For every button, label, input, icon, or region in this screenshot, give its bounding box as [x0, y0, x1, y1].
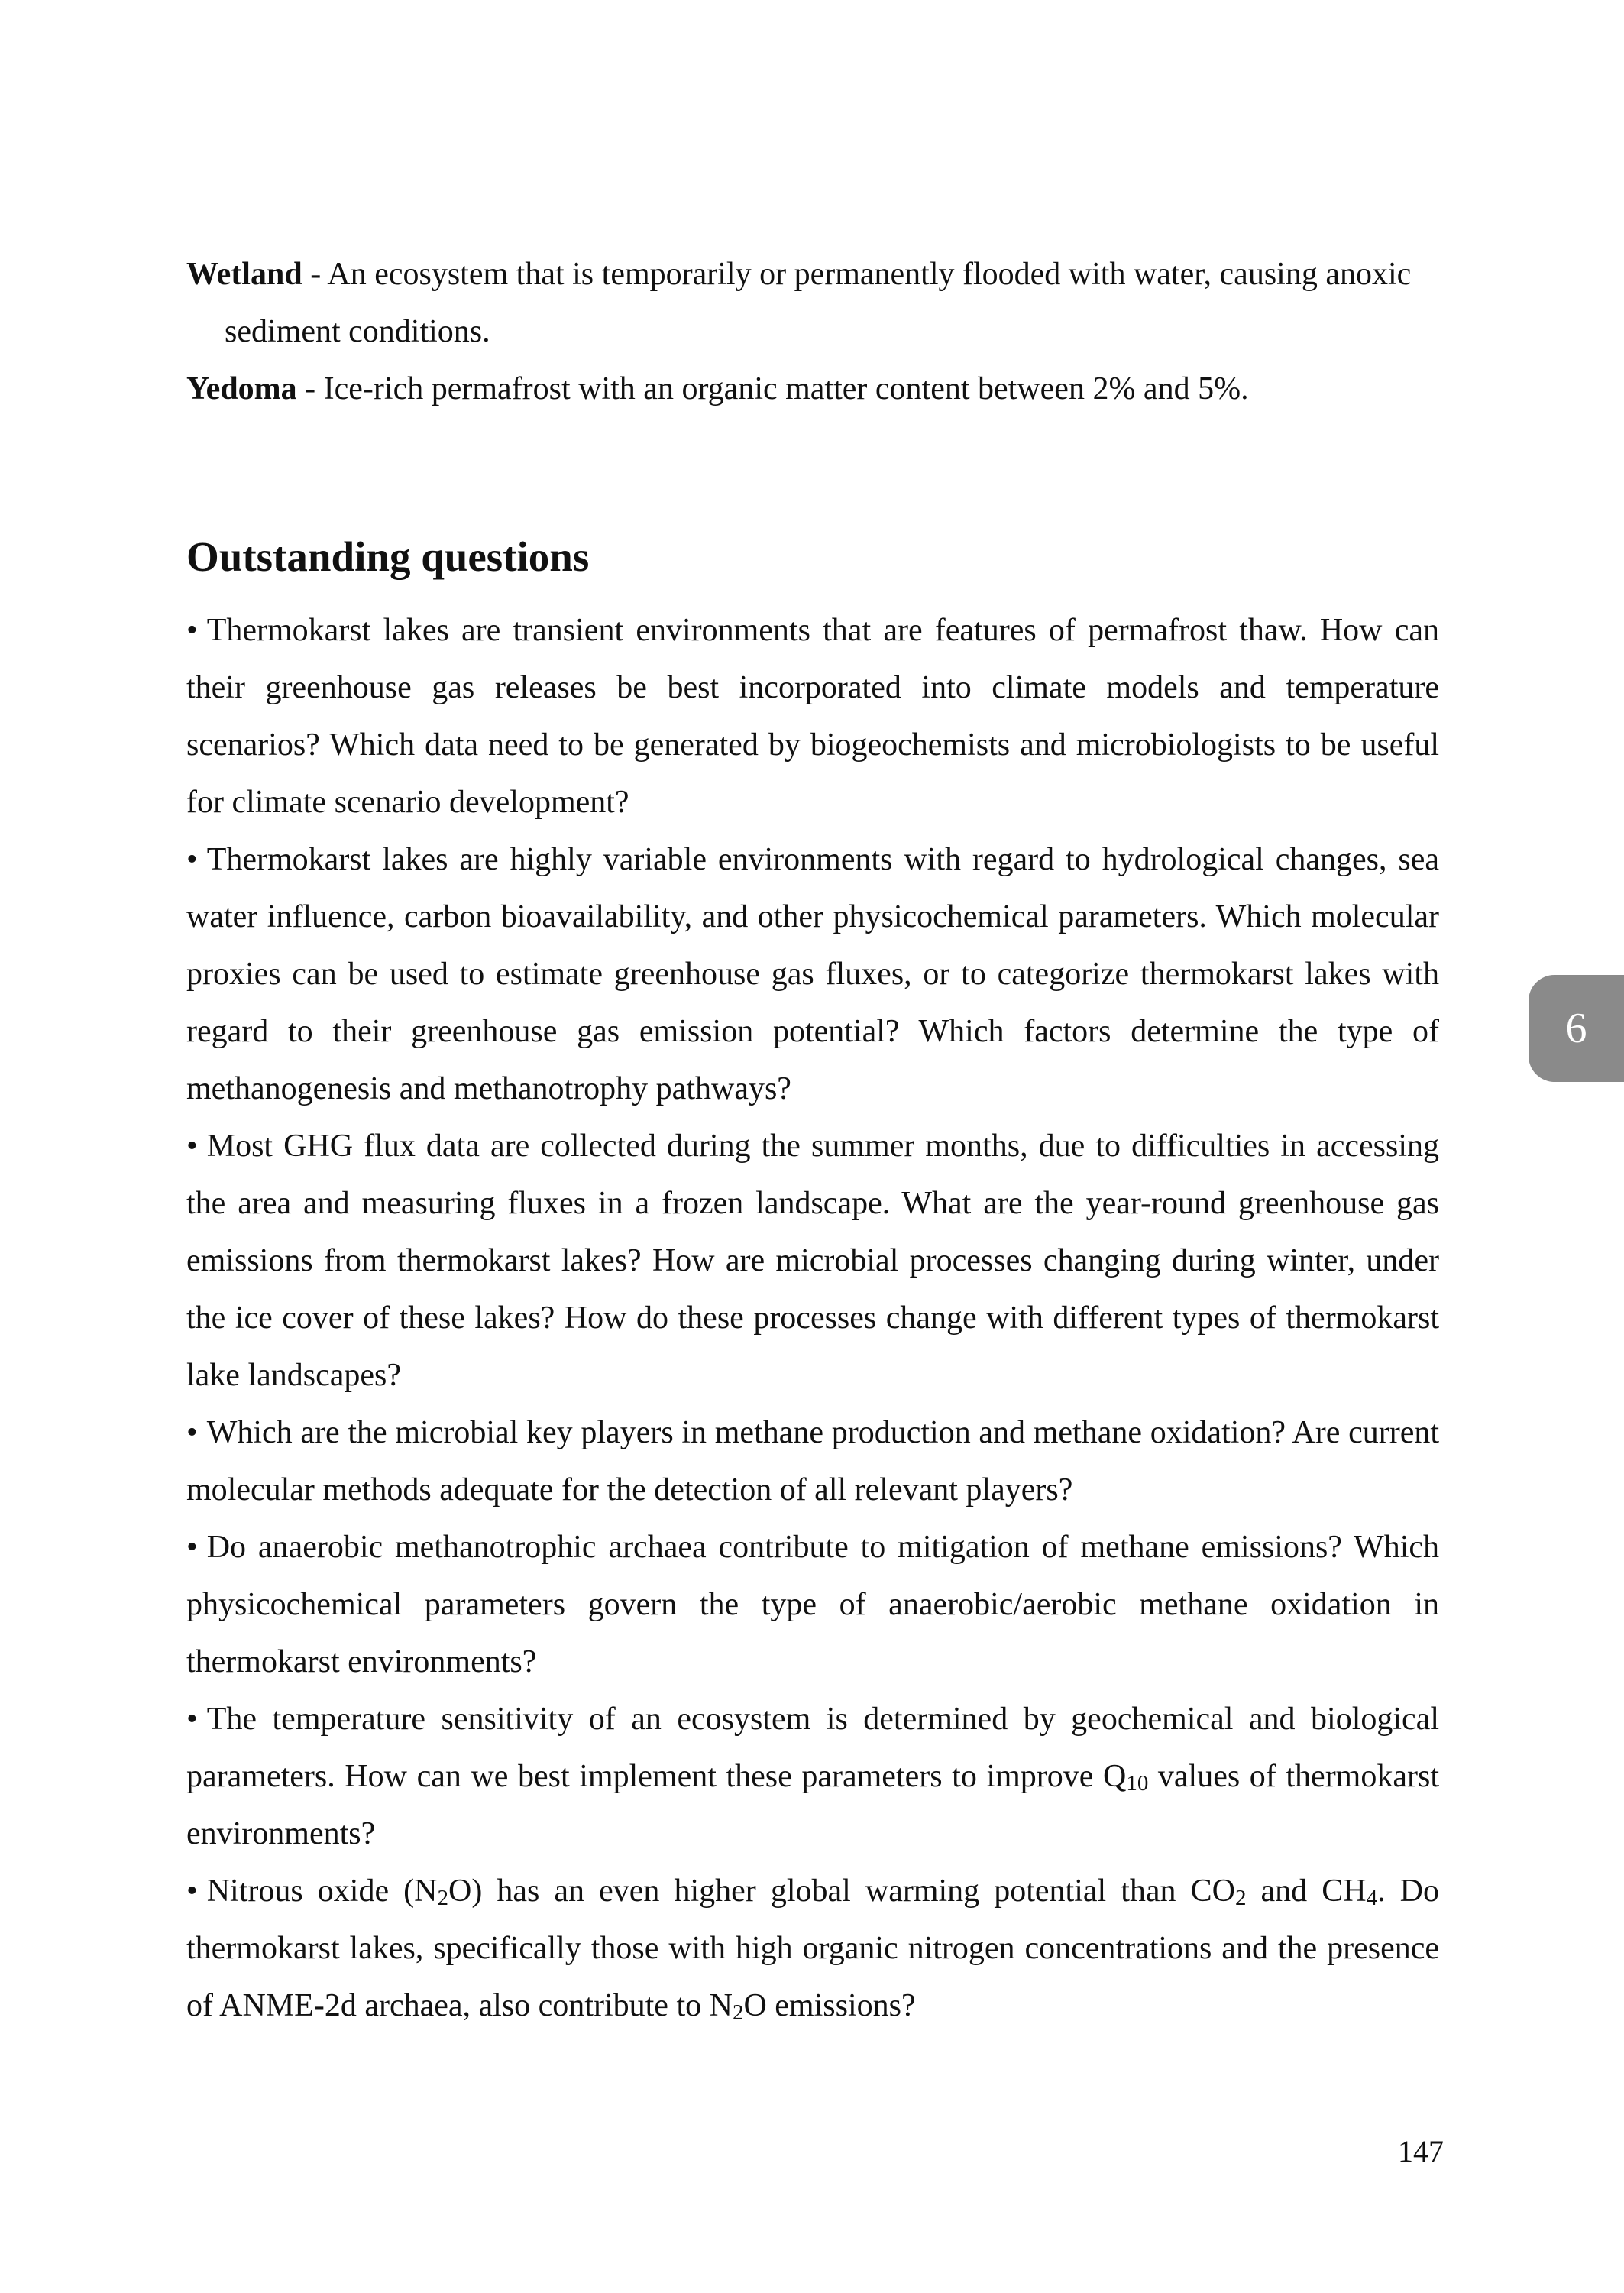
subscript: 2: [1234, 1886, 1247, 1910]
question-text: O) has an even higher global warming potential than CO: [448, 1874, 1235, 1909]
question-text: Thermokarst lakes are transient environments that are features of permafrost thaw. How can their greenhouse gas releases be best incorporated into climate models and temperature scenarios? Which data need to be generated by biogeochemists and microbiologists to be useful for climate scenario development?: [186, 613, 1439, 820]
question-text: Which are the microbial key players in methane production and methane oxidation? Are current molecular methods adequate for the detection of all relevant players?: [186, 1415, 1439, 1508]
subscript: 2: [732, 2000, 744, 2025]
question-text: O emissions?: [743, 1988, 916, 2023]
question-item: [186, 831, 1439, 1118]
question-text: and CH: [1246, 1874, 1367, 1909]
question-text: The temperature sensitivity of an ecosystem is determined by geochemical and biological parameters. How can we best implement these parameters to improve Q: [186, 1702, 1439, 1794]
question-text: . Do thermokarst lakes, specifically those with high organic nitrogen concentrations and the presence of ANME-2d archaea, also contribute to N: [186, 1874, 1439, 2023]
question-text: Thermokarst lakes are highly variable environments with regard to hydrological changes, sea water influence, carbon bioavailability, and other physicochemical parameters. Which molecular proxies can be used to estimate greenhouse gas fluxes, or to categorize thermokarst lakes with regard to their greenhouse gas emission potential? Which factors determine the type of methanogenesis and methanotrophy pathways?: [186, 842, 1439, 1106]
question-item: [186, 1863, 1439, 2035]
bullet: •: [186, 613, 198, 648]
chapter-tab: 6: [1529, 975, 1624, 1082]
subscript: 2: [437, 1886, 448, 1910]
question-text: Most GHG flux data are collected during the summer months, due to difficulties in accessing the area and measuring fluxes in a frozen landscape. What are the year-round greenhouse gas emissions from thermokarst lakes? How are microbial processes changing during winter, under the ice cover of these lakes? How do these processes change with different types of thermokarst lake landscapes?: [186, 1129, 1439, 1393]
glossary-definition: - Ice-rich permafrost with an organic matter content between 2% and 5%.: [296, 371, 1249, 406]
question-text: Do anaerobic methanotrophic archaea contribute to mitigation of methane emissions? Which physicochemical parameters govern the type of anaerobic/aerobic methane oxidation in thermokarst environments?: [186, 1530, 1439, 1679]
glossary-term: Yedoma: [186, 371, 297, 406]
bullet: •: [186, 1129, 198, 1164]
question-text: Nitrous oxide (N: [206, 1874, 438, 1909]
questions-list: [186, 602, 1439, 2035]
glossary-term: Wetland: [186, 257, 302, 292]
question-item: [186, 1118, 1439, 1404]
section-title: Outstanding questions: [186, 533, 590, 580]
subscript: 10: [1126, 1771, 1149, 1796]
page-number: 147: [1398, 2134, 1444, 2168]
question-item: [186, 1691, 1439, 1863]
page-content: [186, 246, 1439, 2025]
glossary-entry-wetland: [186, 246, 1439, 361]
question-text: values of thermokarst environments?: [186, 1759, 1439, 1851]
glossary-entry-yedoma: [186, 361, 1439, 418]
bullet: •: [186, 1702, 198, 1737]
subscript: 4: [1366, 1886, 1378, 1910]
question-item: [186, 1404, 1439, 1519]
bullet: •: [186, 842, 198, 877]
question-item: [186, 1519, 1439, 1691]
bullet: •: [186, 1530, 198, 1565]
bullet: •: [186, 1415, 198, 1450]
glossary-definition: - An ecosystem that is temporarily or permanently flooded with water, causing anoxic sediment conditions.: [225, 257, 1412, 349]
bullet: •: [186, 1874, 198, 1909]
question-item: [186, 602, 1439, 831]
glossary: [186, 246, 1439, 418]
